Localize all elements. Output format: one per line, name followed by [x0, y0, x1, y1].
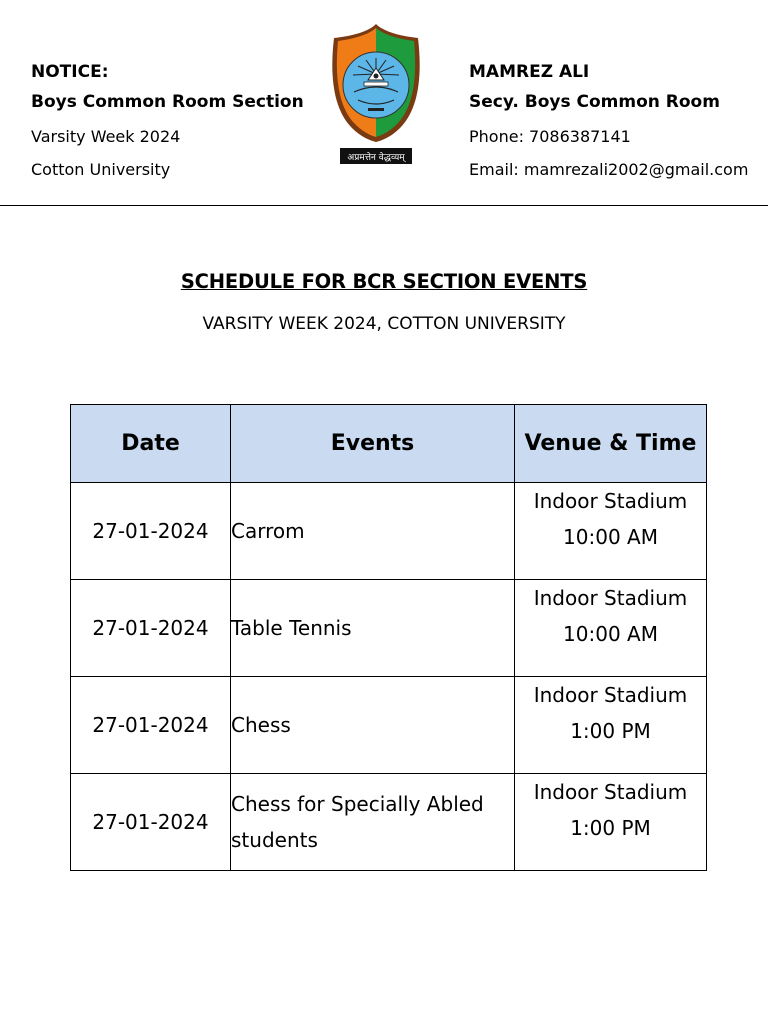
cell-date: 27-01-2024 — [71, 483, 231, 580]
contact-role: Secy. Boys Common Room — [469, 92, 720, 112]
notice-block — [31, 60, 304, 186]
cell-venue-time — [515, 483, 707, 580]
table-row — [71, 483, 707, 580]
cell-venue: Indoor Stadium — [533, 489, 688, 513]
cell-date: 27-01-2024 — [71, 774, 231, 871]
cell-event: Chess — [231, 677, 515, 774]
cell-time: 10:00 AM — [563, 622, 658, 646]
table-row — [71, 774, 707, 871]
university-logo — [328, 22, 424, 168]
cell-venue-time — [515, 677, 707, 774]
schedule-table — [70, 404, 707, 871]
section-name: Boys Common Room Section — [31, 92, 304, 112]
contact-phone: Phone: 7086387141 — [469, 127, 631, 146]
cell-venue-time — [515, 580, 707, 677]
logo-motto: अप्रमत्तेन वेद्धव्यम् — [347, 153, 405, 163]
notice-label: NOTICE: — [31, 62, 109, 82]
column-header-events: Events — [231, 405, 515, 483]
column-header-venue-time: Venue & Time — [515, 405, 707, 483]
cell-venue: Indoor Stadium — [533, 780, 688, 804]
cell-time: 1:00 PM — [570, 719, 651, 743]
contact-block — [469, 60, 748, 186]
university-name: Cotton University — [31, 160, 171, 179]
table-row — [71, 580, 707, 677]
cell-event: Chess for Specially Abled students — [231, 774, 515, 871]
cell-venue-time — [515, 774, 707, 871]
cell-venue: Indoor Stadium — [533, 683, 688, 707]
cell-date: 27-01-2024 — [71, 580, 231, 677]
cell-time: 1:00 PM — [570, 816, 651, 840]
table-row — [71, 677, 707, 774]
cell-time: 10:00 AM — [563, 525, 658, 549]
header-divider — [0, 205, 768, 206]
event-name: Varsity Week 2024 — [31, 127, 181, 146]
contact-name: MAMREZ ALI — [469, 62, 590, 82]
contact-email: Email: mamrezali2002@gmail.com — [469, 160, 749, 179]
cell-event: Table Tennis — [231, 580, 515, 677]
cell-date: 27-01-2024 — [71, 677, 231, 774]
university-emblem-icon — [328, 22, 424, 168]
page-subtitle: VARSITY WEEK 2024, COTTON UNIVERSITY — [202, 314, 566, 334]
cell-venue: Indoor Stadium — [533, 586, 688, 610]
table-header-row — [71, 405, 707, 483]
cell-event: Carrom — [231, 483, 515, 580]
column-header-date: Date — [71, 405, 231, 483]
page-title: SCHEDULE FOR BCR SECTION EVENTS — [180, 270, 588, 293]
